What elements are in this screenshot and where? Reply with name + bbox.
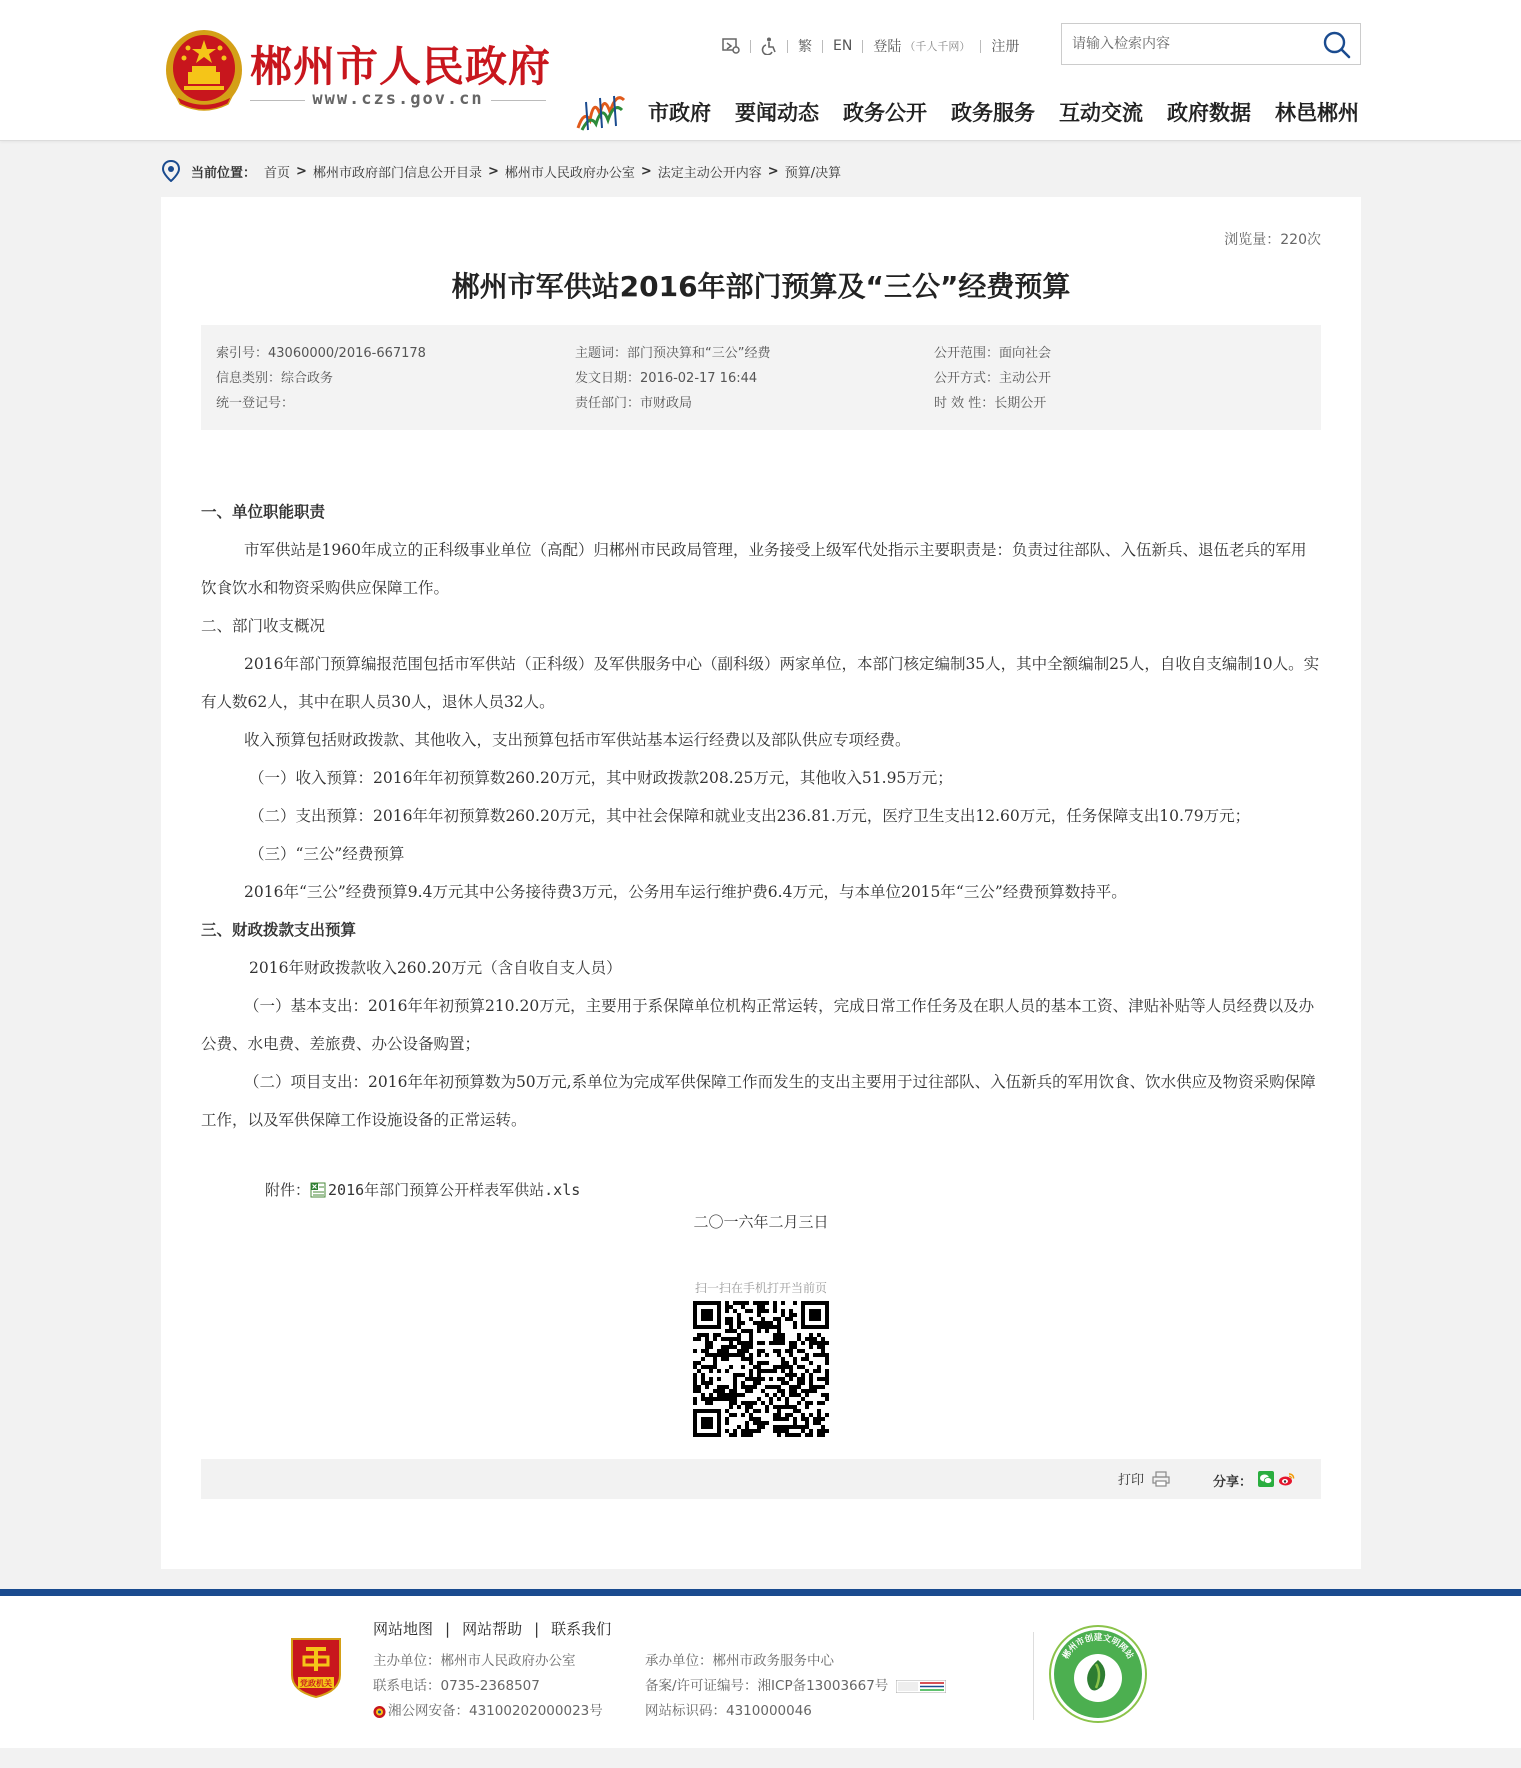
police-badge-icon <box>373 1705 386 1719</box>
breadcrumb-separator: > <box>767 163 779 179</box>
footer-link-divider: | <box>445 1619 451 1638</box>
qr-label: 扫一扫在手机打开当前页 <box>694 1281 827 1295</box>
print-button[interactable] <box>1118 1469 1170 1488</box>
meta-publish-date: 发文日期：2016-02-17 16:44 <box>575 371 758 386</box>
main-nav <box>648 97 1359 127</box>
meta-column-2 <box>575 341 770 416</box>
accessibility-mode-button[interactable] <box>761 36 777 56</box>
attachment-label: 附件： <box>265 1181 311 1199</box>
breadcrumb-separator: > <box>640 163 652 179</box>
article-card <box>161 197 1361 1569</box>
party-badge-text: 党政机关 <box>300 1679 332 1688</box>
toolbar-divider <box>980 40 981 53</box>
search-box <box>1061 23 1361 65</box>
national-emblem-icon[interactable] <box>164 26 244 112</box>
meta-column-1 <box>216 341 426 416</box>
traditional-chinese-link[interactable]: 繁 <box>798 39 812 55</box>
meta-subject: 主题词：部门预决算和“三公”经费 <box>575 346 771 361</box>
breadcrumb-disclosure-catalog[interactable]: 郴州市政府部门信息公开目录 <box>312 165 482 181</box>
footer-undertake: 承办单位：郴州市政务服务中心 <box>645 1653 834 1669</box>
search-icon[interactable] <box>1322 30 1352 60</box>
toolbar-divider <box>822 40 823 53</box>
body-paragraph: （二）项目支出：2016年年初预算数为50万元,系单位为完成军供保障工作而发生的支出主要用于过往部队、入伍新兵的军用饮食、饮水供应及物资采购保障工作，以及军供保障工作设施设备的正常运转。 <box>201 1073 1316 1129</box>
site-footer <box>0 1596 1521 1748</box>
meta-category: 信息类别：综合政务 <box>216 371 334 386</box>
share-bar <box>201 1459 1321 1499</box>
nav-item-government-data[interactable]: 政府数据 <box>1167 101 1251 125</box>
body-paragraph: （三）“三公”经费预算 <box>249 845 405 863</box>
attachment-link[interactable]: 2016年部门预算公开样表军供站.xls <box>328 1181 581 1199</box>
meta-validity: 时 效 性：长期公开 <box>934 396 1047 411</box>
search-input[interactable] <box>1062 24 1312 64</box>
site-name[interactable]: 郴州市人民政府 <box>250 42 552 91</box>
printer-icon <box>1152 1471 1170 1487</box>
site-domain: www.czs.gov.cn <box>250 89 546 109</box>
breadcrumb-statutory-content[interactable]: 法定主动公开内容 <box>657 165 762 181</box>
meta-scope: 公开范围：面向社会 <box>934 346 1052 361</box>
nav-item-linyi-chenzhou[interactable]: 林邑郴州 <box>1275 101 1359 125</box>
meta-method: 公开方式：主动公开 <box>934 371 1052 386</box>
nav-item-government-services[interactable]: 政务服务 <box>951 101 1035 125</box>
body-paragraph: 2016年部门预算编报范围包括市军供站（正科级）及军供服务中心（副科级）两家单位，本部门核定编制35人，其中全额编制25人，自收自支编制10人。实有人数62人，其中在职人员30人，退休人员32人。 <box>201 655 1320 711</box>
view-count: 浏览量：220次 <box>1224 232 1321 248</box>
breadcrumb-budget[interactable]: 预算/决算 <box>784 165 842 181</box>
footer-info-right <box>645 1649 946 1724</box>
meta-column-3 <box>934 341 1051 416</box>
share-label: 分享： <box>1213 1475 1253 1490</box>
nav-item-government-affairs-disclosure[interactable]: 政务公开 <box>843 101 927 125</box>
meta-department: 责任部门：市财政局 <box>575 396 693 411</box>
breadcrumb <box>161 160 841 182</box>
footer-site-id: 网站标识码：4310000046 <box>645 1703 812 1719</box>
meta-index-no: 索引号：43060000/2016-667178 <box>216 346 426 361</box>
footer-link-sitemap[interactable]: 网站地图 <box>373 1620 434 1638</box>
screen-reader-icon <box>722 38 740 54</box>
article-body <box>201 493 1321 1139</box>
breadcrumb-separator: > <box>487 163 499 179</box>
site-header <box>0 0 1521 141</box>
body-paragraph: 收入预算包括财政拨款、其他收入，支出预算包括市军供站基本运行经费以及部队供应专项经费。 <box>244 731 911 749</box>
meta-registration-no: 统一登记号： <box>216 396 295 411</box>
footer-links <box>373 1618 611 1639</box>
toolbar-divider <box>862 40 863 53</box>
excel-file-icon <box>310 1182 326 1198</box>
top-toolbar <box>722 34 1019 58</box>
login-sublabel: （千人千网） <box>904 40 971 53</box>
body-paragraph: 2016年财政拨款收入260.20万元（含自收自支人员） <box>249 959 622 977</box>
wechat-icon[interactable] <box>1258 1471 1274 1487</box>
footer-top-border <box>0 1589 1521 1596</box>
footer-link-divider: | <box>534 1619 540 1638</box>
body-paragraph: 市军供站是1960年成立的正科级事业单位（高配）归郴州市民政局管理，业务接受上级军代处指示主要职责是：负责过往部队、入伍新兵、退伍老兵的军用饮食饮水和物资采购供应保障工作。 <box>201 541 1307 597</box>
wheelchair-icon <box>761 37 777 55</box>
toolbar-divider <box>750 40 751 53</box>
footer-icp-row <box>645 1674 946 1699</box>
body-paragraph: 2016年“三公”经费预算9.4万元其中公务接待费3万元，公务用车运行维护费6.4万元，与本单位2015年“三公”经费预算数持平。 <box>244 883 1127 901</box>
print-label: 打印 <box>1118 1473 1145 1488</box>
weibo-icon[interactable] <box>1278 1471 1295 1487</box>
civil-badge-text: 郴州市创建文明网站 <box>1061 1633 1135 1661</box>
breadcrumb-label: 当前位置： <box>191 165 257 181</box>
breadcrumb-government-office[interactable]: 郴州市人民政府办公室 <box>504 165 635 181</box>
civilized-website-badge-icon[interactable] <box>1048 1624 1148 1724</box>
login-link[interactable] <box>873 36 970 56</box>
breadcrumb-separator: > <box>296 163 307 179</box>
section-heading: 一、单位职能职责 <box>201 503 326 521</box>
article-meta-panel <box>201 325 1321 430</box>
login-label: 登陆 <box>873 39 902 55</box>
article-title: 郴州市军供站2016年部门预算及“三公”经费预算 <box>451 270 1071 303</box>
nav-item-news[interactable]: 要闻动态 <box>735 101 819 125</box>
breadcrumb-home[interactable]: 首页 <box>264 165 291 181</box>
section-heading: 三、财政拨款支出预算 <box>201 921 357 939</box>
attachment-row <box>265 1175 580 1205</box>
toolbar-divider <box>787 40 788 53</box>
footer-police-record[interactable] <box>373 1699 603 1724</box>
footer-divider <box>1033 1632 1034 1720</box>
accessibility-reader-button[interactable] <box>722 36 740 56</box>
nav-item-city-government[interactable]: 市政府 <box>648 101 711 125</box>
nav-item-interaction[interactable]: 互动交流 <box>1059 101 1143 125</box>
footer-info-left <box>373 1649 603 1724</box>
english-link[interactable]: EN <box>833 38 853 54</box>
footer-icp[interactable]: 备案/许可证编号：湘ICP备13003667号 <box>645 1678 889 1694</box>
footer-phone: 联系电话：0735-2368507 <box>373 1678 540 1694</box>
footer-police-text: 湘公网安备：43100202000023号 <box>388 1703 603 1719</box>
footer-link-contact[interactable]: 联系我们 <box>551 1620 612 1638</box>
body-paragraph: （一）基本支出：2016年年初预算210.20万元，主要用于系保障单位机构正常运转，完成日常工作任务及在职人员的基本工资、津贴补贴等人员经费以及办公费、水电费、差旅费、办公设备购置； <box>201 997 1315 1053</box>
party-government-badge-icon[interactable] <box>288 1635 344 1699</box>
footer-link-help[interactable]: 网站帮助 <box>462 1620 523 1638</box>
footer-host: 主办单位：郴州市人民政府办公室 <box>373 1653 576 1669</box>
body-paragraph: （一）收入预算：2016年年初预算数260.20万元，其中财政拨款208.25万元，其他收入51.95万元； <box>249 769 953 787</box>
cnzz-stats-icon[interactable] <box>896 1680 946 1693</box>
qr-code-icon <box>693 1301 829 1437</box>
location-pin-icon <box>161 160 181 182</box>
section-heading: 二、部门收支概况 <box>201 617 326 635</box>
document-date: 二〇一六年二月三日 <box>693 1213 829 1231</box>
chenzhou-brand-logo-icon <box>574 90 628 132</box>
register-link[interactable]: 注册 <box>991 39 1020 55</box>
body-paragraph: （二）支出预算：2016年年初预算数260.20万元，其中社会保障和就业支出236.81.万元，医疗卫生支出12.60万元，任务保障支出10.79万元； <box>249 807 1251 825</box>
